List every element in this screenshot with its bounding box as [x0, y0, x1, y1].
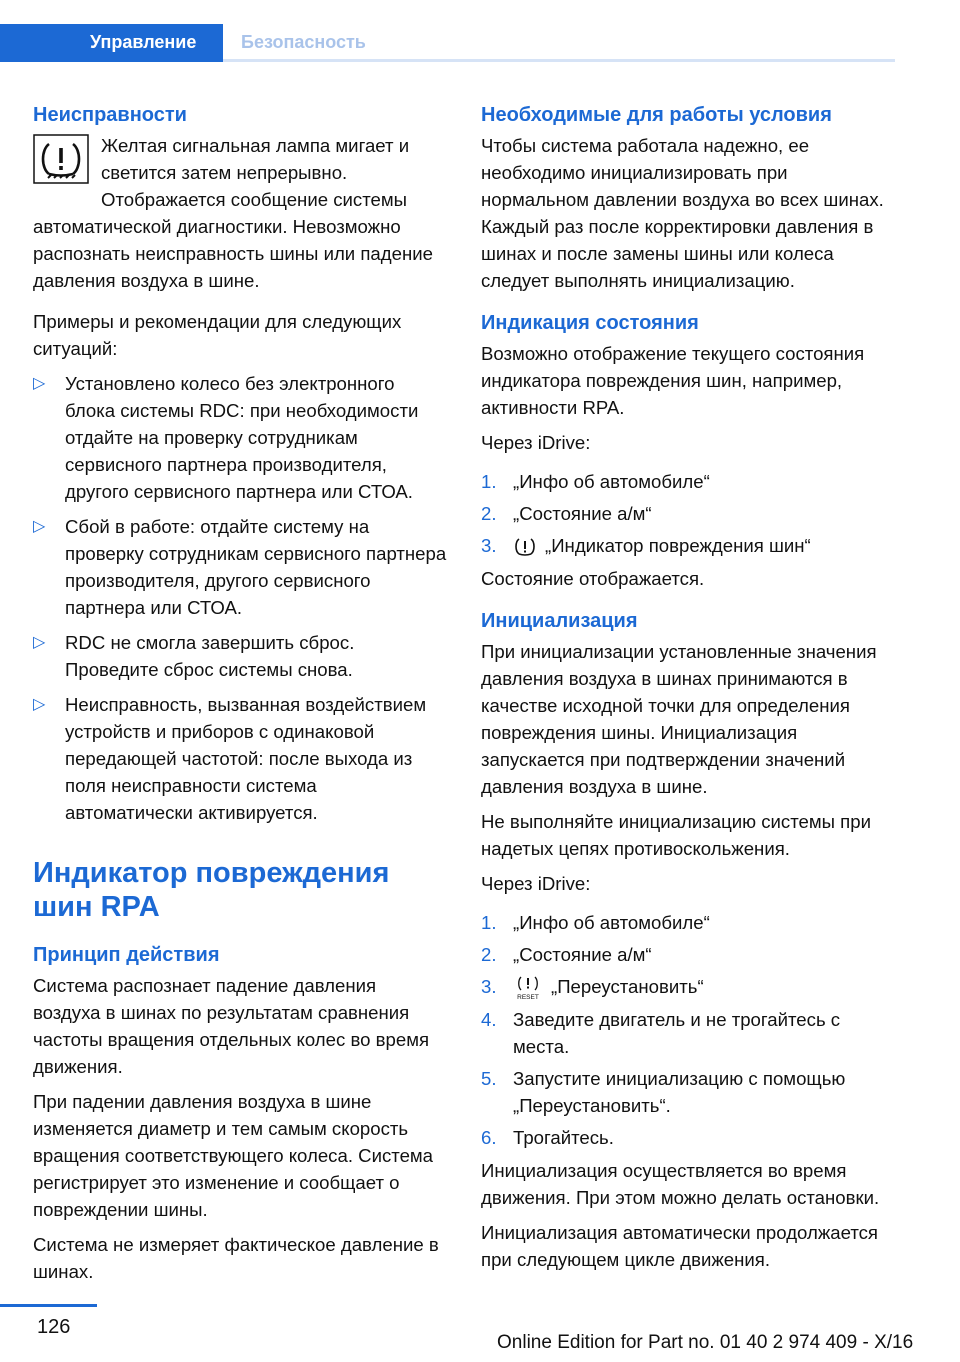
header-tabbar — [0, 24, 895, 62]
principle-p2: При падении давления воздуха в шине изменяется диаметр и тем самым скорость вращения соответствующего колеса. Система регистрирует это изменение и сообщает о повреждении шины. — [33, 1091, 434, 1220]
conditions-text: Чтобы система работала надежно, ее необходимо инициализировать при нормальном давлении воздуха во всех шинах. Каждый раз после корректировки давления в шинах и после замены шины или колеса следует выполнять инициализацию. — [481, 135, 884, 291]
triangle-bullet-icon: ▷ — [33, 375, 46, 392]
triangle-bullet-icon: ▷ — [33, 634, 46, 651]
list-item: 3. RESET „Переустановить“ — [481, 976, 704, 1002]
list-item: 2. „Состояние а/м“ — [481, 503, 652, 524]
init-p3: Инициализация осуществляется во время движения. При этом можно делать остановки. — [481, 1160, 880, 1209]
list-item: 2. „Состояние а/м“ — [481, 944, 652, 965]
heading-status: Индикация состояния — [481, 312, 699, 334]
list-item: ▷ Установлено колесо без электронного блока системы RDC: при необходимости отдайте на проверку сотрудникам сервисного партнера производителя, другого сервисного партнера или СТОА. — [33, 370, 448, 505]
tab-inactive[interactable]: Безопасность — [241, 32, 366, 52]
via-idrive-2: Через iDrive: — [481, 873, 591, 894]
examples-intro: Примеры и рекомендации для следующих ситуаций: — [33, 311, 402, 359]
principle-p3: Система не измеряет фактическое давление в шинах. — [33, 1234, 439, 1282]
page-number: 126 — [37, 1316, 71, 1338]
right-column — [481, 100, 896, 1281]
footer-rule — [0, 1304, 97, 1307]
principle-p1: Система распознает падение давления воздуха в шинах по результатам сравнения частоты вращения отдельных колес во время движения. — [33, 975, 430, 1077]
footer-edition: Online Edition for Part no. 01 40 2 974 409 - X/16 — [497, 1332, 914, 1353]
svg-text:RESET: RESET — [517, 994, 539, 1002]
init-steps — [481, 909, 896, 1151]
tire-warning-icon — [513, 536, 537, 558]
list-item: 1. „Инфо об автомобиле“ — [481, 471, 710, 492]
list-item: 4. Заведите двигатель и не трогайтесь с места. — [481, 1009, 841, 1058]
tab-rule — [223, 59, 895, 62]
tire-warning-icon — [33, 134, 89, 184]
heading-conditions: Необходимые для работы условия — [481, 104, 832, 126]
list-item: ▷ Неисправность, вызванная воздействием устройств и приборов с одинаковой передающей частотой: после выхода из поля неисправности система автоматически активируется. — [33, 691, 448, 826]
faults-text: Желтая сигнальная лампа мигает и светится затем непрерывно. Отображается сообщение системы автоматической диагностики. Невозможно распознать неисправность шины или падение давления воздуха в шине. — [33, 135, 433, 291]
status-text: Возможно отображение текущего состояния индикатора повреждения шин, например, активности RPA. — [481, 343, 865, 418]
heading-rpa: Индикатор повреждения шин RPA — [33, 857, 390, 923]
init-p2: Не выполняйте инициализацию системы при надетых цепях противоскольжения. — [481, 811, 871, 859]
list-item: ▷ RDC не смогла завершить сброс. Проведите сброс системы снова. — [33, 629, 448, 683]
heading-faults: Неисправности — [33, 104, 187, 126]
init-p1: При инициализации установленные значения давления воздуха в шинах принимаются в качестве исходной точки для определения повреждения шины. Инициализация запускается при подтверждении значений давления воздуха в шине. — [481, 641, 877, 797]
triangle-bullet-icon: ▷ — [33, 518, 46, 535]
status-steps — [481, 468, 896, 559]
heading-init: Инициализация — [481, 610, 638, 632]
status-shown: Состояние отображается. — [481, 568, 705, 589]
faults-bullets — [33, 370, 448, 826]
triangle-bullet-icon: ▷ — [33, 696, 46, 713]
list-item: ▷ Сбой в работе: отдайте систему на проверку сотрудникам сервисного партнера производителя, другого сервисного партнера или СТОА. — [33, 513, 448, 621]
init-p4: Инициализация автоматически продолжается при следующем цикле движения. — [481, 1222, 879, 1271]
left-column — [33, 100, 448, 1293]
list-item: 1. „Инфо об автомобиле“ — [481, 912, 710, 933]
heading-principle: Принцип действия — [33, 944, 220, 966]
tire-reset-icon — [513, 975, 543, 1001]
list-item: 5. Запустите инициализацию с помощью „Переустановить“. — [481, 1068, 846, 1117]
tab-active[interactable]: Управление — [0, 24, 223, 62]
via-idrive: Через iDrive: — [481, 432, 591, 453]
list-item: 6. Трогайтесь. — [481, 1127, 614, 1149]
list-item: 3. „Индикатор повреждения шин“ — [481, 532, 896, 559]
